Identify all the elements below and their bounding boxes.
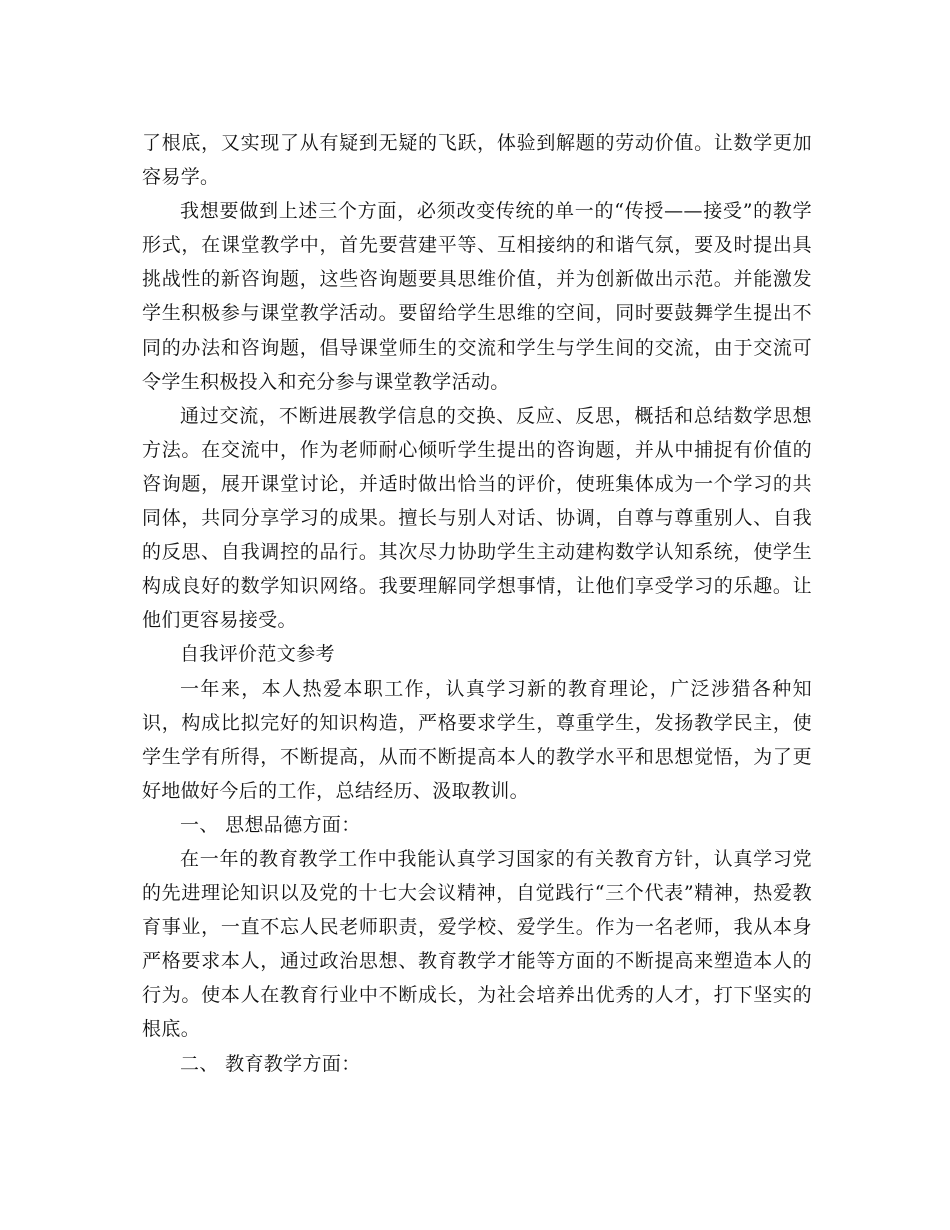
heading-education-teaching: 二、 教育教学方面：	[180, 1052, 361, 1075]
paragraph-year-summary: 一年来，本人热爱本职工作，认真学习新的教育理论，广泛涉猎各种知识，构成比拟完好的知识构造，严格要求学生，尊重学生，发扬教学民主，使学生学有所得，不断提高，从而不断提高本人的教学水平和思想觉悟，为了更好地做好今后的工作，总结经历、汲取教训。	[142, 677, 812, 802]
paragraph-teaching-form: 我想要做到上述三个方面，必须改变传统的单一的“传授——接受”的教学形式，在课堂教学中，首先要营建平等、互相接纳的和谐气氛，要及时提出具挑战性的新咨询题，这些咨询题要具思维价值，并为创新做出示范。并能激发学生积极参与课堂教学活动。要留给学生思维的空间，同时要鼓舞学生提出不同的办法和咨询题，倡导课堂师生的交流和学生与学生间的交流，由于交流可令学生积极投入和充分参与课堂教学活动。	[142, 200, 812, 393]
paragraph-continued: 了根底，又实现了从有疑到无疑的飞跃，体验到解题的劳动价值。让数学更加容易学。	[142, 132, 812, 189]
document-page	[142, 126, 812, 1081]
paragraph-communication: 通过交流，不断进展教学信息的交换、反应、反思，概括和总结数学思想方法。在交流中，作为老师耐心倾听学生提出的咨询题，并从中捕捉有价值的咨询题，展开课堂讨论，并适时做出恰当的评价，使班集体成为一个学习的共同体，共同分享学习的成果。擅长与别人对话、协调，自尊与尊重别人、自我的反思、自我调控的品行。其次尽力协助学生主动建构数学认知系统，使学生构成良好的数学知识网络。我要理解同学想事情，让他们享受学习的乐趣。让他们更容易接受。	[142, 404, 812, 632]
paragraph-ideology-morality: 在一年的教育教学工作中我能认真学习国家的有关教育方针，认真学习党的先进理论知识以及党的十七大会议精神，自觉践行“三个代表”精神，热爱教育事业，一直不忘人民老师职责，爱学校、爱学生。作为一名老师，我从本身严格要求本人，通过政治思想、教育教学才能等方面的不断提高来塑造本人的行为。使本人在教育行业中不断成长，为社会培养出优秀的人才，打下坚实的根底。	[142, 847, 812, 1041]
heading-ideology-morality: 一、 思想品德方面：	[180, 813, 361, 836]
section-title-self-evaluation: 自我评价范文参考	[180, 643, 335, 666]
